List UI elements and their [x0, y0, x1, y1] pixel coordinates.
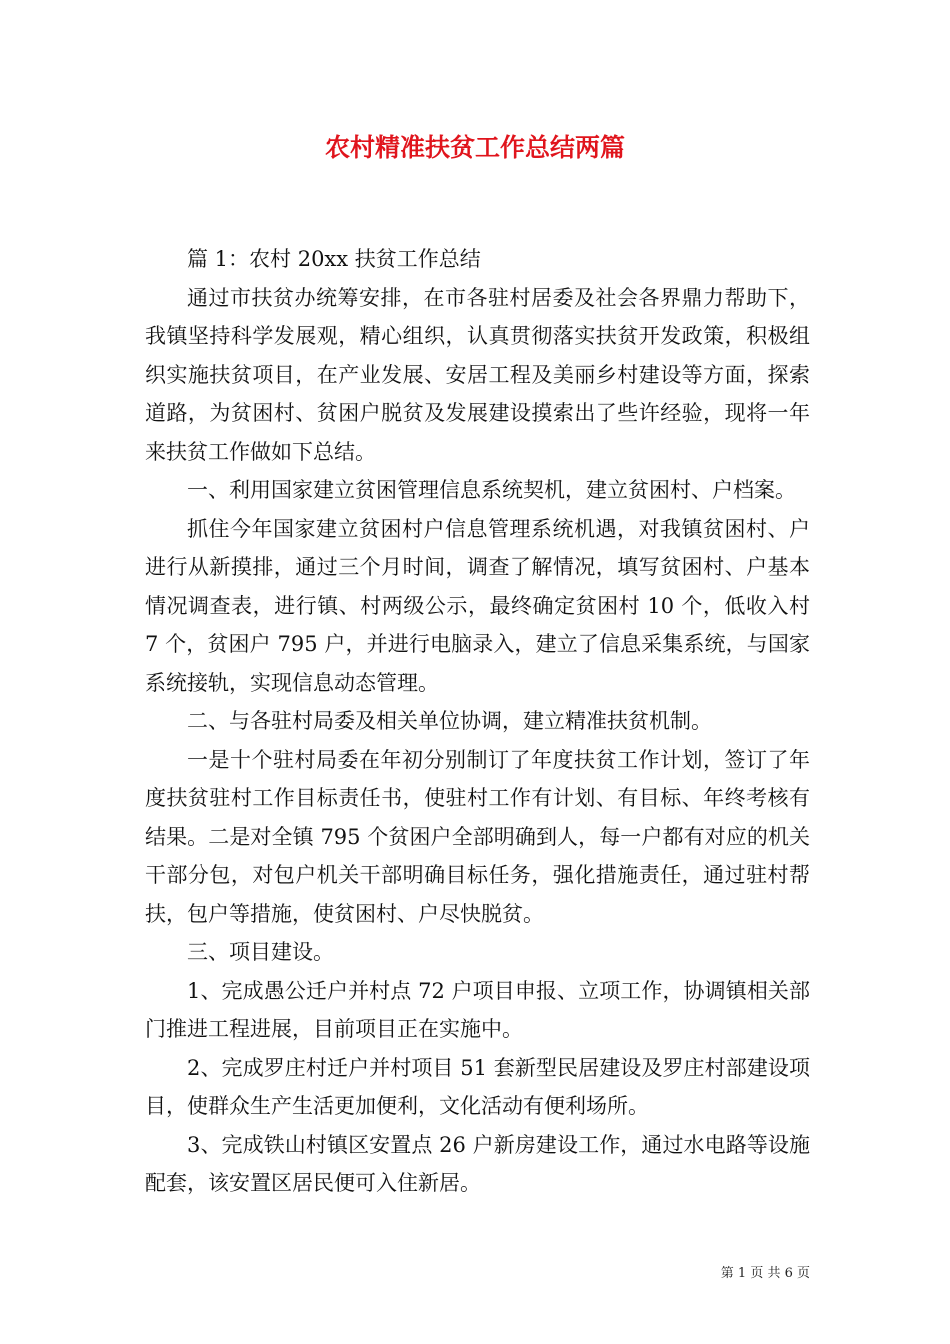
body-paragraph: 一是十个驻村局委在年初分别制订了年度扶贫工作计划，签订了年度扶贫驻村工作目标责任书，使驻村工作有计划、有目标、年终考核有结果。二是对全镇 795 个贫困户全部明确到人，每一户都有对应的机关干部分包，对包户机关干部明确目标任务，强化措施责任，通过驻村帮扶，包户等措施，使贫困村、户尽快脱贫。 — [145, 747, 810, 926]
list-item: 2、完成罗庄村迁户并村项目 51 套新型民居建设及罗庄村部建设项目，使群众生产生活更加便利，文化活动有便利场所。 — [145, 1055, 810, 1118]
list-item: 1、完成愚公迁户并村点 72 户项目申报、立项工作，协调镇相关部门推进工程进展，目前项目正在实施中。 — [145, 978, 810, 1041]
section-heading: 一、利用国家建立贫困管理信息系统契机，建立贫困村、户档案。 — [187, 478, 796, 502]
page-number: 第 1 页 共 6 页 — [720, 1266, 810, 1281]
section-heading: 篇 1：农村 20xx 扶贫工作总结 — [187, 247, 481, 271]
body-paragraph: 通过市扶贫办统筹安排，在市各驻村居委及社会各界鼎力帮助下，我镇坚持科学发展观，精心组织，认真贯彻落实扶贫开发政策，积极组织实施扶贫项目，在产业发展、安居工程及美丽乡村建设等方面，探索道路，为贫困村、贫困户脱贫及发展建设摸索出了些许经验，现将一年来扶贫工作做如下总结。 — [145, 285, 810, 464]
section-heading: 三、项目建设。 — [187, 940, 334, 964]
list-item: 3、完成铁山村镇区安置点 26 户新房建设工作，通过水电路等设施配套，该安置区居民便可入住新居。 — [145, 1132, 810, 1195]
document-body — [145, 240, 810, 1203]
section-heading: 二、与各驻村局委及相关单位协调，建立精准扶贫机制。 — [187, 709, 712, 733]
document-title: 农村精准扶贫工作总结两篇 — [324, 133, 625, 162]
body-paragraph: 抓住今年国家建立贫困村户信息管理系统机遇，对我镇贫困村、户进行从新摸排，通过三个月时间，调查了解情况，填写贫困村、户基本情况调查表，进行镇、村两级公示，最终确定贫困村 10 个，低收入村 7 个，贫困户 795 户，并进行电脑录入，建立了信息采集系统，与国家系统接轨，实现信息动态管理。 — [145, 516, 810, 695]
